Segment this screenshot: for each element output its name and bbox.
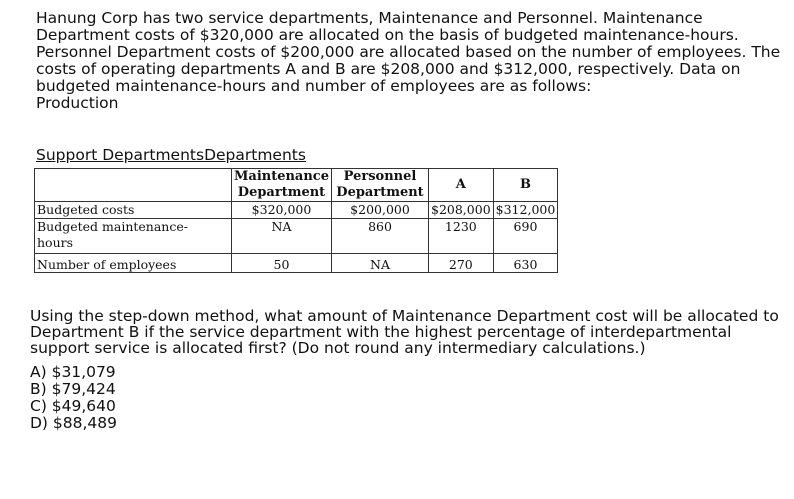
cell-value: $208,000 xyxy=(429,202,494,219)
cell-value: 270 xyxy=(429,254,494,273)
table-header-row xyxy=(35,169,558,202)
cell-value: 1230 xyxy=(429,219,494,254)
question-line: Using the step-down method, what amount of Maintenance Department cost will be allocated to xyxy=(30,307,779,325)
header-maintenance xyxy=(232,169,332,202)
cell-value: 690 xyxy=(493,219,558,254)
answer-option-b[interactable]: B) $79,424 xyxy=(30,380,116,398)
row-label: Budgeted costs xyxy=(35,202,232,219)
cell-value: 630 xyxy=(493,254,558,273)
answer-option-a[interactable]: A) $31,079 xyxy=(30,363,116,381)
intro-line: Hanung Corp has two service departments, Maintenance and Personnel. Maintenance xyxy=(36,9,703,27)
header-empty-cell xyxy=(35,169,232,202)
answer-option-d[interactable]: D) $88,489 xyxy=(30,414,118,432)
intro-line: Department costs of $320,000 are allocated on the basis of budgeted maintenance-hours. xyxy=(36,26,739,44)
header-maintenance-line1: Maintenance xyxy=(234,169,329,184)
row-label-line2: hours xyxy=(37,235,74,250)
cell-value: $200,000 xyxy=(332,202,429,219)
cell-value: $312,000 xyxy=(493,202,558,219)
row-label-line1: Budgeted maintenance- xyxy=(37,219,188,234)
answer-option-c[interactable]: C) $49,640 xyxy=(30,397,116,415)
intro-paragraph xyxy=(36,9,781,112)
header-dept-a: A xyxy=(429,169,494,202)
header-dept-b: B xyxy=(493,169,558,202)
question-text xyxy=(30,307,779,357)
cell-value: $320,000 xyxy=(232,202,332,219)
intro-line: Personnel Department costs of $200,000 are allocated based on the number of employees. The xyxy=(36,43,781,61)
cell-value: 860 xyxy=(332,219,429,254)
answer-options xyxy=(30,364,117,432)
table-row xyxy=(35,219,558,254)
header-maintenance-line2: Department xyxy=(237,185,326,200)
intro-line: costs of operating departments A and B are $208,000 and $312,000, respectively. Data on xyxy=(36,60,741,78)
table-row xyxy=(35,254,558,273)
question-line: support service is allocated first? (Do not round any intermediary calculations.) xyxy=(30,339,646,357)
intro-line: Production xyxy=(36,94,119,112)
header-personnel-line1: Personnel xyxy=(343,169,417,184)
table-heading: Support DepartmentsDepartments xyxy=(36,146,306,164)
question-line: Department B if the service department with the highest percentage of interdepartmental xyxy=(30,323,732,341)
header-personnel xyxy=(332,169,429,202)
table-row xyxy=(35,202,558,219)
cell-value: 50 xyxy=(232,254,332,273)
intro-line: budgeted maintenance-hours and number of employees are as follows: xyxy=(36,77,592,95)
cell-value: NA xyxy=(232,219,332,254)
cell-value: NA xyxy=(332,254,429,273)
row-label: Number of employees xyxy=(35,254,232,273)
row-label xyxy=(35,219,232,254)
department-data-table xyxy=(34,168,558,273)
header-personnel-line2: Department xyxy=(336,185,424,200)
